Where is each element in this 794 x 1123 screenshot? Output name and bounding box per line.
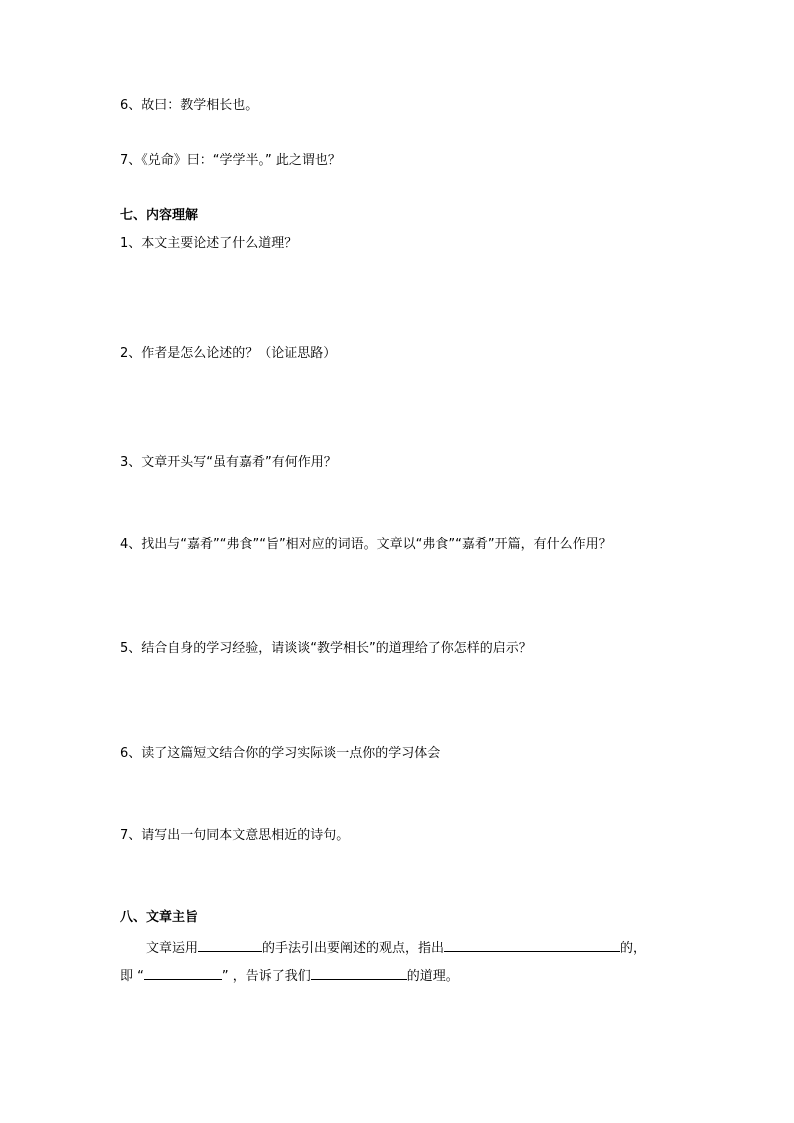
question-6-line: 6、故曰：教学相长也。: [120, 98, 259, 113]
fill-blank-4[interactable]: [311, 965, 407, 980]
section-7-question-3: 3、文章开头写“虽有嘉肴”有何作用？: [120, 455, 337, 470]
section-7-question-7: 7、请写出一句同本文意思相近的诗句。: [120, 828, 350, 843]
question-7-line: 7、《兑命》曰：“学学半。” 此之谓也？: [120, 153, 341, 168]
section-7-heading: 七、内容理解: [120, 208, 199, 223]
section-7-question-1: 1、本文主要论述了什么道理？: [120, 236, 298, 251]
summary-text-2: 的手法引出要阐述的观点，指出: [262, 941, 445, 956]
fill-blank-3[interactable]: [144, 965, 222, 980]
section-7-question-6: 6、读了这篇短文结合你的学习实际谈一点你的学习体会: [120, 746, 441, 761]
section-8-heading: 八、文章主旨: [120, 910, 199, 925]
summary-text-3: 的，: [620, 941, 647, 956]
summary-text-5: ” ，告诉了我们: [221, 969, 311, 984]
section-7-question-5: 5、结合自身的学习经验，请谈谈“教学相长”的道理给了你怎样的启示？: [120, 641, 532, 656]
summary-line-1: [146, 937, 646, 957]
summary-text-4: 即 “: [120, 969, 144, 984]
section-7-question-4: 4、找出与“嘉肴”“弗食”“旨”相对应的词语。文章以“弗食”“嘉肴”开篇，有什么作用？: [120, 537, 612, 552]
summary-text-1: 文章运用: [146, 941, 199, 956]
summary-line-2: [120, 965, 459, 985]
fill-blank-2[interactable]: [444, 937, 620, 952]
section-7-question-2: 2、作者是怎么论述的？（论证思路）: [120, 346, 337, 361]
summary-text-6: 的道理。: [406, 969, 459, 984]
fill-blank-1[interactable]: [198, 937, 262, 952]
